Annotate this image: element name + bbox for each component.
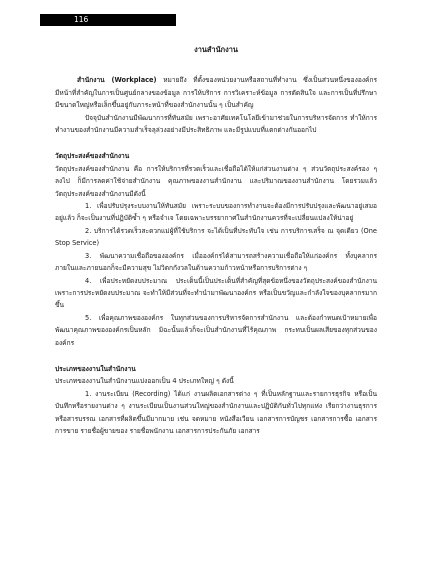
objectives-heading: วัตถุประสงค์ของสำนักงาน	[55, 152, 130, 161]
intro-paragraph-2: ปัจจุบันสำนักงานมีพัฒนาการที่ทันสมัย เพราะอาศัยเทคโนโลยีเข้ามาช่วยในการบริหารจัดการ ทำให้การทำงานของสำนักงานมีความสำเร็จลุล่วงอย่างมีประสิทธิภาพ และมีรูปแบบที่แตกต่างกันออกไป	[55, 113, 377, 135]
objective-item-1: 1. เพื่อปรับปรุงระบบงานให้ทันสมัย เพราะระบบของการทำงานจะต้องมีการปรับปรุงและพัฒนาอยู่เสมออยู่แล้ว ก็จะเป็นงานที่ปฏิบัติซ้ำ ๆ หรือจำเจ โดยเฉพาะบรรยากาศในสำนักงานควรที่จะเปลี่ยนแปลงให้น่าอยู่	[55, 202, 377, 223]
objectives-lead: วัตถุประสงค์ของสำนักงาน คือ การให้บริการที่รวดเร็วและเชื่อถือได้ให้แก่ส่วนงานต่าง ๆ ส่วนวัตถุประสงค์รอง ๆ ลงไป ก็มีการลดค่าใช้จ่ายสำนักงาน คุณภาพของงานสำนักงาน และปริมาณของงานสำนักงาน โดยรวมแล้ววัตถุประสงค์ของสำนักงานมีดังนี้	[55, 164, 377, 198]
page-number-tab	[40, 14, 176, 26]
document-body	[55, 44, 377, 437]
intro-text: หมายถึง ที่ตั้งของหน่วยงานหรือสถานที่ทำงาน ซึ่งเป็นส่วนหนึ่งขององค์กร มีหน้าที่สำคัญในการเป็นศูนย์กลางของข้อมูล การให้บริการ การวิเคราะห์ข้อมูล การตัดสินใจ และการเป็นที่ปรึกษา มีขนาดใหญ่หรือเล็กขึ้นอยู่กับภาระหน้าที่ของสำนักงานนั้น ๆ เป็นสำคัญ	[55, 76, 377, 110]
objective-item-2: 2. บริการได้รวดเร็วสะดวกแม่ผู้ที่ใช้บริการ จะได้เป็นที่ประทับใจ เช่น การบริการเสร็จ ณ จุดเดียว (One Stop Service)	[55, 226, 377, 248]
objective-item-4: 4. เพื่อประหยัดงบประมาณ ประเด็นนี้เป็นประเด็นที่สำคัญที่สุดข้อหนึ่งของวัตถุประสงค์ของสำนักงาน เพราะการประหยัดงบประมาณ จะทำให้มีส่วนที่จะทำนำมาพัฒนาองค์กร หรือเป็นขวัญและกำลังใจของบุคลากรมากขึ้น	[55, 276, 377, 310]
objective-item-3: 3. พัฒนาความเชื่อถือขององค์กร เมื่อองค์กรได้สามารถสร้างความเชื่อถือให้แก่องค์กร ทั้งบุคลากรภายในและภายนอกก็จะมีความสุข ไม่วิตกกังวลในด้านความก้าวหน้าหรือการบริการต่าง ๆ	[55, 251, 377, 273]
objective-item-5: 5. เพื่อคุณภาพขององค์กร ในทุกส่วนของการบริหารจัดการสำนักงาน และต้องกำหนดเป้าหมายเพื่อพัฒนาคุณภาพขององค์กรเป็นหลัก มิฉะนั้นแล้วก็จะเป็นสำนักงานที่ไร้คุณภาพ กระทบเป็นผลเสียของทุกส่วนขององค์กร	[55, 313, 377, 347]
intro-paragraph	[55, 74, 377, 111]
page-number: 116	[74, 15, 89, 24]
intro-term: สำนักงาน (Workplace)	[77, 76, 157, 85]
types-lead: ประเภทของงานในสำนักงานแบ่งออกเป็น 4 ประเภทใหญ่ ๆ ดังนี้	[55, 377, 234, 386]
page-title: งานสำนักงาน	[194, 45, 238, 54]
types-heading: ประเภทของงานในสำนักงาน	[55, 364, 136, 373]
type-item-1: 1. งานระเบียน (Recording) ได้แก่ งานผลิตเอกสารต่าง ๆ ที่เป็นหลักฐานและรายการธุรกิจ หรือเป็นบันทึกหรือรายงานต่าง ๆ งานระเบียนเป็นงานส่วนใหญ่ของสำนักงานและปฏิบัติกันทั่วไปทุกแห่ง เรียกว่างานธุรการหรือสารบรรณ เอกสารที่ผลิตขึ้นมีมากมาย เช่น จดหมาย หนังสือเวียน เอกสารการบัญชร เอกสารการซื้อ เอกสารการขาย รายชื่อผู้ขายของ รายชื่อพนักงาน เอกสารการประกันภัย เอกสาร	[55, 389, 377, 435]
